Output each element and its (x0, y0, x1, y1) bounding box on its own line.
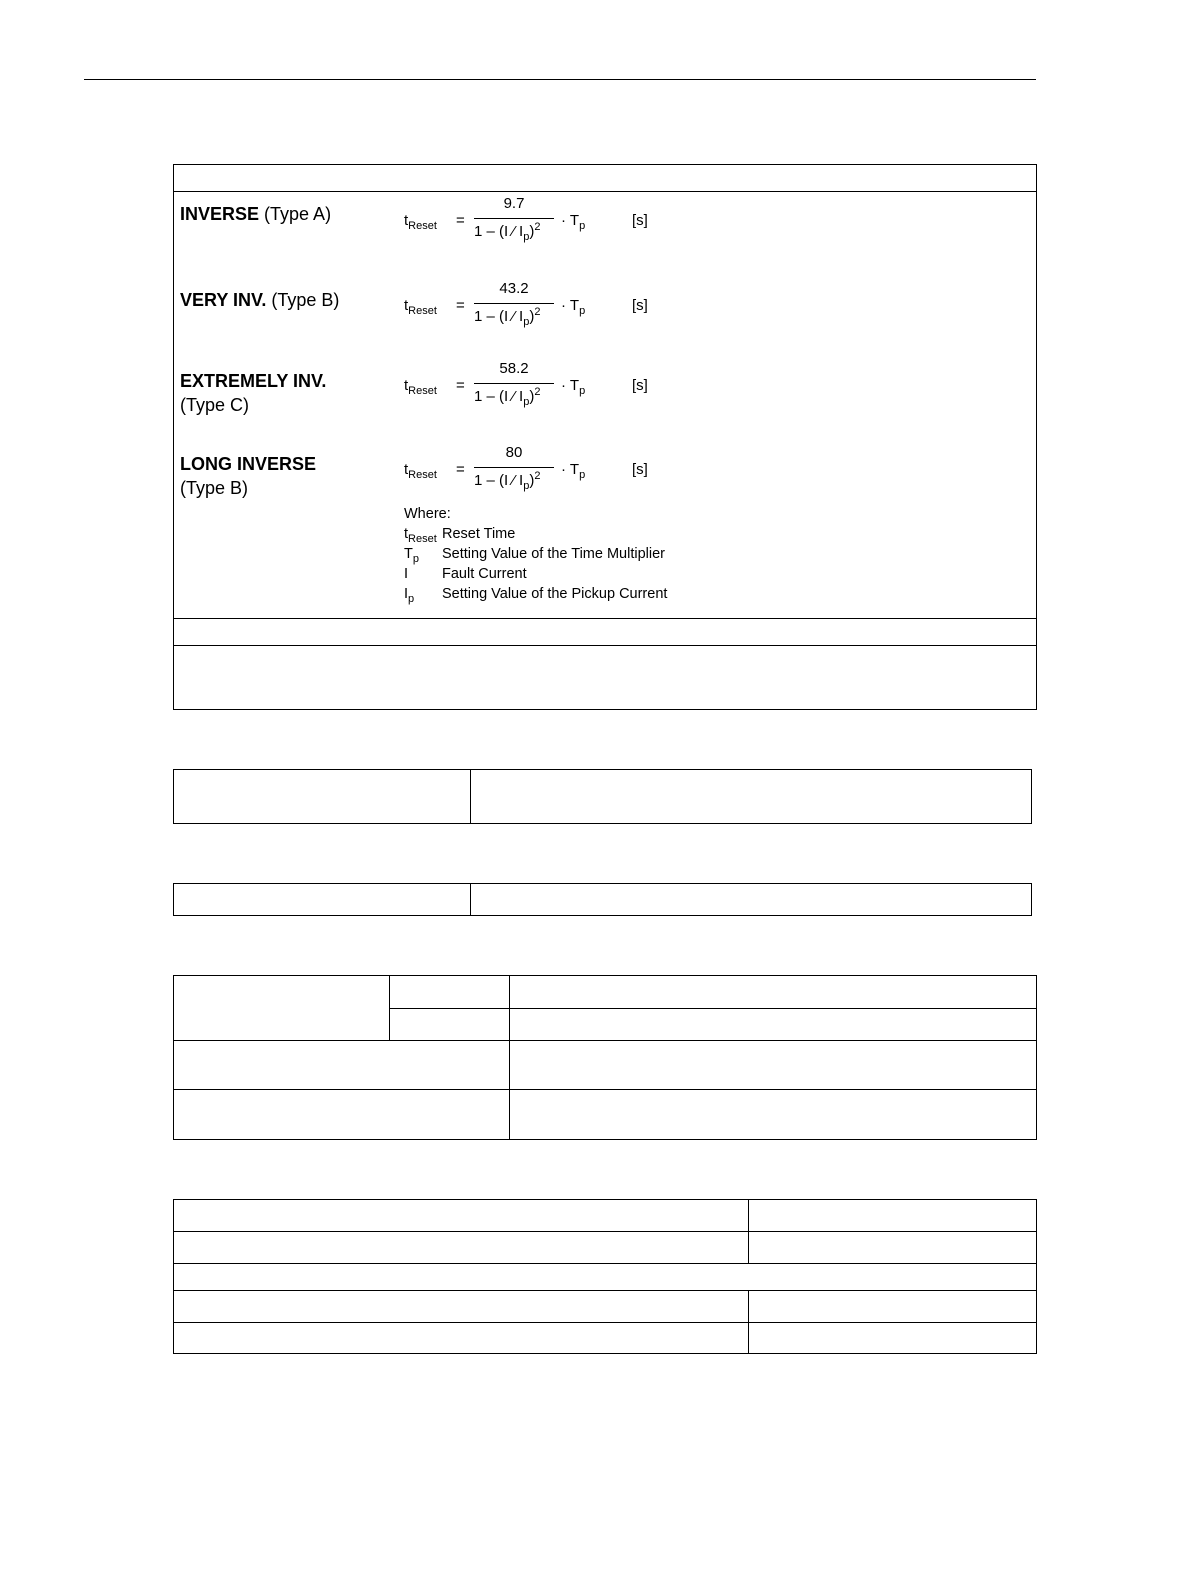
empty-table-5 (173, 1199, 1037, 1354)
legend-title: Where: (404, 506, 451, 522)
empty-table-4 (173, 975, 1037, 1140)
curve-name-very-inverse: VERY INV. (Type B) (180, 290, 340, 310)
formula-inverse: $t_{Reset}$ = 9.7 1 – (I ⁄ $I_p)^2$ · $T_p$ [s] (404, 195, 648, 243)
legend-item: $T_p$ Setting Value of the Time Multiplier (404, 546, 665, 565)
fraction-bar (474, 218, 554, 219)
table-col-divider (470, 769, 471, 824)
formula-numerator: 58.2 (499, 360, 529, 377)
curve-name-extremely-inverse: EXTREMELY INV. (Type C) (180, 371, 327, 415)
table-row-divider (173, 1290, 1037, 1291)
table-row-divider (173, 1263, 1037, 1264)
formula-very-inverse: $t_{Reset}$ = 43.2 1 – (I ⁄ $I_p)^2$ · $T_p$ [s] (404, 280, 648, 328)
curve-name-inverse: INVERSE (Type A) (180, 204, 332, 224)
table-col-divider (509, 975, 510, 1140)
formula-numerator: 43.2 (499, 280, 529, 297)
legend-item: I Fault Current (404, 566, 527, 582)
table-row-divider (173, 1040, 1037, 1041)
table-row-divider (389, 1008, 1037, 1009)
table-col-divider (470, 883, 471, 916)
table-col-divider (748, 1290, 749, 1354)
empty-table-3 (173, 883, 1032, 916)
formula-numerator: 80 (505, 444, 523, 461)
fraction-bar (474, 467, 554, 468)
formula-legend (404, 504, 668, 605)
table-row-divider (173, 1089, 1037, 1090)
fraction-bar (474, 383, 554, 384)
curve-name-long-inverse: LONG INVERSE (Type B) (180, 454, 317, 498)
table-row-divider (173, 1231, 1037, 1232)
table-row-divider (173, 645, 1037, 646)
header-rule (84, 79, 1036, 80)
empty-table-2 (173, 769, 1032, 824)
formula-numerator: 9.7 (503, 195, 525, 212)
legend-item: $I_p$ Setting Value of the Pickup Current (404, 586, 668, 605)
table-row-divider (173, 618, 1037, 619)
table-row-divider (173, 1322, 1037, 1323)
legend-item: $t_{Reset}$ Reset Time (404, 526, 516, 545)
table-row-divider (173, 191, 1037, 192)
fraction-bar (474, 303, 554, 304)
formula-long-inverse: $t_{Reset}$ = 80 1 – (I ⁄ $I_p)^2$ · $T_p$ [s] (404, 444, 648, 492)
formula-extremely-inverse: $t_{Reset}$ = 58.2 1 – (I ⁄ $I_p)^2$ · $T_p$ [s] (404, 360, 648, 408)
table-col-divider (748, 1199, 749, 1263)
